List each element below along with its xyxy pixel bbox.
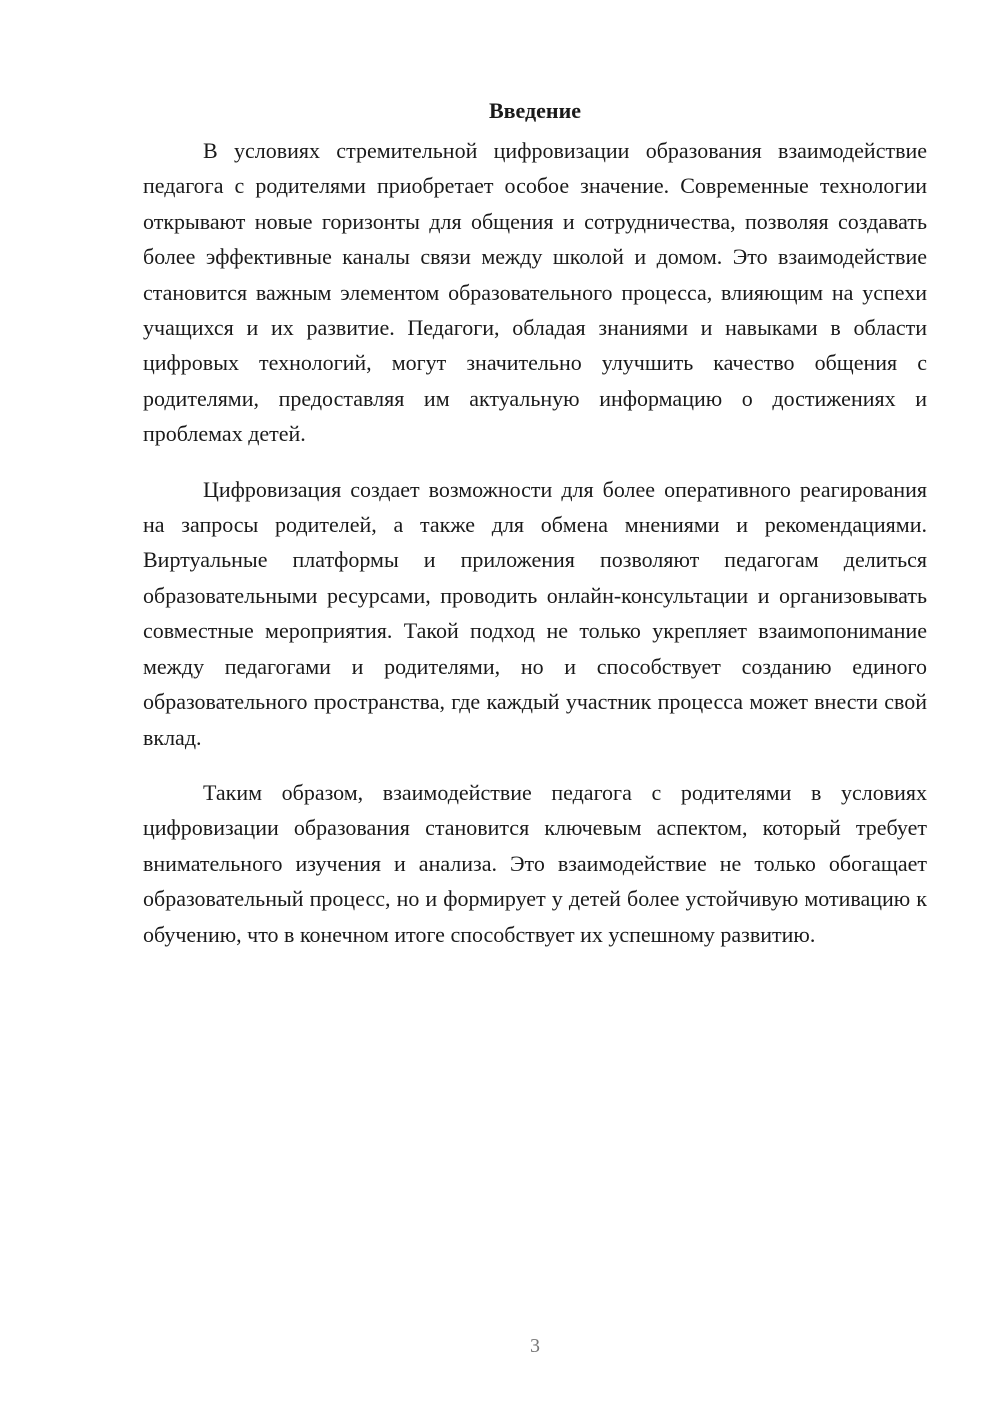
paragraph-digitalization: Цифровизация создает возможности для более оперативного реагирования на запросы родителей, а также для обмена мнениями и рекомендациями. Виртуальные платформы и приложения позволяют педагогам делиться образовательными ресурсами, проводить онлайн-консультации и организовывать совместные мероприятия. Такой подход не только укрепляет взаимопонимание между педагогами и родителями, но и способствует созданию единого образовательного пространства, где каждый участник процесса может внести свой вклад.	[143, 476, 927, 750]
paragraph-intro: В условиях стремительной цифровизации образования взаимодействие педагога с родителями приобретает особое значение. Современные технологии открывают новые горизонты для общения и сотрудничества, позволяя создавать более эффективные каналы связи между школой и домом. Это взаимодействие становится важным элементом образовательного процесса, влияющим на успехи учащихся и их развитие. Педагоги, обладая знаниями и навыками в области цифровых технологий, могут значительно улучшить качество общения с родителями, предоставляя им актуальную информацию о достижениях и проблемах детей.	[143, 138, 927, 447]
page-number: 3	[530, 1335, 540, 1357]
paragraph-conclusion: Таким образом, взаимодействие педагога с родителями в условиях цифровизации образования становится ключевым аспектом, который требует внимательного изучения и анализа. Это взаимодействие не только обогащает образовательный процесс, но и формирует у детей более устойчивую мотивацию к обучению, что в конечном итоге способствует их успешному развитию.	[143, 779, 927, 947]
page-content	[143, 96, 927, 972]
section-title: Введение	[488, 98, 582, 123]
